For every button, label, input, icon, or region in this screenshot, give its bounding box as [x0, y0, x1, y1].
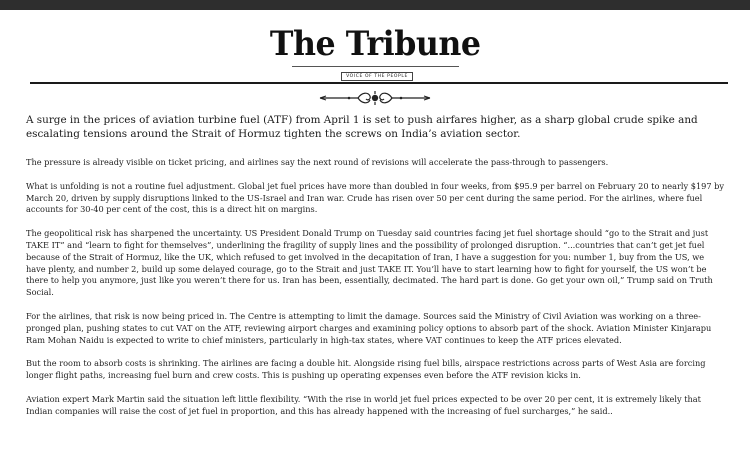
decorative-scroll-ornament-icon — [318, 90, 432, 110]
article-paragraph: The geopolitical risk has sharpened the uncertainty. US President Donald Trump on Tuesday said countries facing jet fuel shortage should “go to the Strait and just TAKE IT” and “learn to fight for themselves”, underlining the fragility of supply lines and the possibility of prolonged disruption. “...countries that can’t get jet fuel because of the Strait of Hormuz, like the UK, which refused to get involved in the decapitation of Iran, I have a suggestion for you: number 1, buy from the US, we have plenty, and number 2, build up some delayed courage, go to the Strait and just TAKE IT. You’ll have to start learning how to fight for yourself, the US won’t be there to help you anymore, just like you weren’t there for us. Iran has been, essentially, decimated. The hard part is done. Go get your own oil,” Trump said on Truth Social. — [26, 228, 713, 298]
top-bar — [0, 0, 750, 10]
masthead-tagline: VOICE OF THE PEOPLE — [341, 72, 413, 81]
article-paragraph: What is unfolding is not a routine fuel adjustment. Global jet fuel prices have more than doubled in four weeks, from $95.9 per barrel on February 20 to nearly $197 by March 20, driven by supply disruptions linked to the US-Israel and Iran war. Crude has risen over 50 per cent during the same period. For the airlines, where fuel accounts for 30-40 per cent of the cost, this is a direct hit on margins. — [26, 180, 725, 215]
article-body — [26, 114, 726, 430]
article-paragraph: The pressure is already visible on ticket pricing, and airlines say the next round of revisions will accelerate the pass-through to passengers. — [26, 157, 609, 167]
masthead-rule — [30, 82, 728, 84]
article-paragraph: Aviation expert Mark Martin said the situation left little flexibility. “With the rise in world jet fuel prices expected to be over 20 per cent, it is extremely likely that Indian companies will raise the cost of jet fuel in proportion, and this has already happened with the increasing of fuel surcharges,” he said.. — [26, 393, 701, 416]
article-paragraph: But the room to absorb costs is shrinking. The airlines are facing a double hit. Alongside rising fuel bills, airspace restrictions across parts of West Asia are forcing longer flight paths, increasing fuel burn and crew costs. This is pushing up operating expenses even before the ATF revision kicks in. — [26, 358, 706, 381]
newspaper-logo[interactable]: The Tribune — [269, 24, 481, 64]
masthead — [0, 24, 750, 64]
tagline-container — [0, 62, 750, 81]
article-lede: A surge in the prices of aviation turbine fuel (ATF) from April 1 is set to push airfares higher, as a sharp global crude spike and escalating tensions around the Strait of Hormuz tighten the screws on India’s aviation sector. — [26, 114, 698, 140]
article-paragraph: For the airlines, that risk is now being priced in. The Centre is attempting to limit the damage. Sources said the Ministry of Civil Aviation was working on a three-pronged plan, pushing states to cut VAT on the ATF, reviewing airport charges and examining policy options to absorb part of the shock. Aviation Minister Kinjarapu Ram Mohan Naidu is expected to write to chief ministers, particularly in high-tax states, where VAT continues to keep the ATF prices elevated. — [26, 310, 712, 345]
